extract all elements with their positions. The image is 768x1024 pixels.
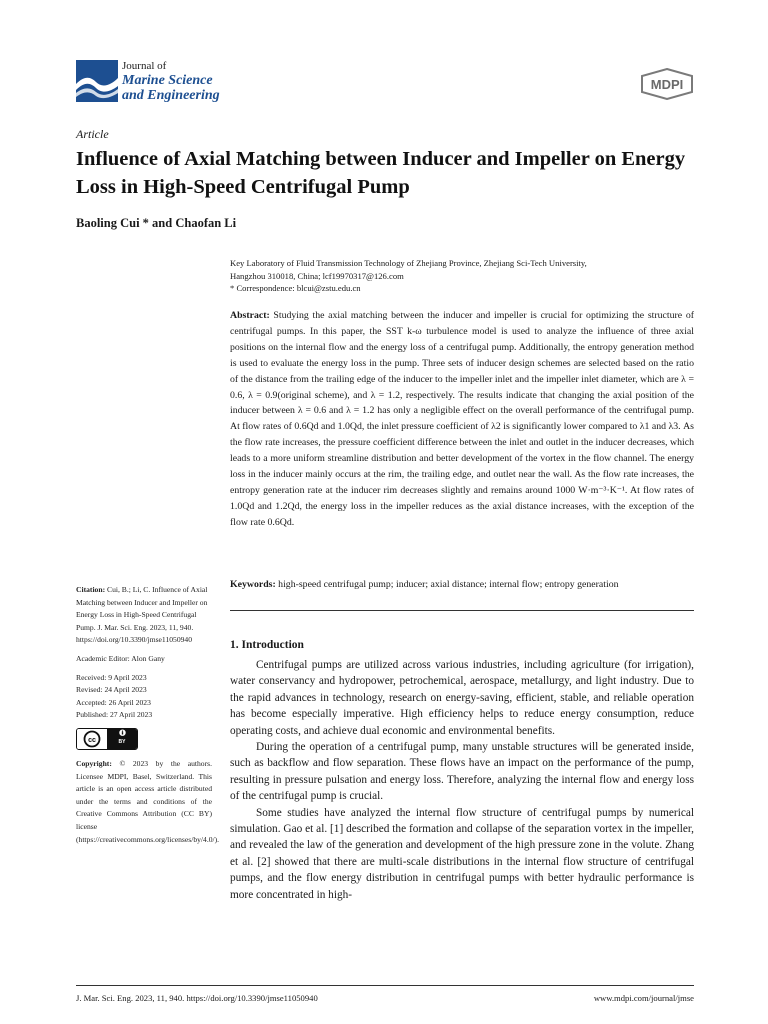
mdpi-logo-icon [640,68,694,100]
abstract-label: Abstract: [230,310,270,321]
affiliation-line: Key Laboratory of Fluid Transmission Technology of Zhejiang Province, Zhejiang Sci-Tech University, [230,258,587,268]
keywords-label: Keywords: [230,579,276,590]
copyright-text: © 2023 by the authors. Licensee MDPI, Basel, Switzerland. This article is an open access article distributed under the terms and conditions of the Creative Commons Attribution (CC BY) license (https://creativecommons.org/licenses/by/4.0/). [76,758,220,844]
divider [230,610,694,611]
mdpi-logo-text: MDPI [650,77,684,92]
affiliation [230,257,700,295]
journal-line1: Marine Science [122,73,213,88]
article-type: Article [76,127,109,141]
section-heading-introduction: 1. Introduction [230,639,304,651]
journal-of: Journal of [122,60,167,72]
journal-line2: and Engineering [122,88,220,103]
citation-text[interactable]: Cui, B.; Li, C. Influence of Axial Matching between Inducer and Impeller on Energy Loss in High-Speed Centrifugal Pump. J. Mar. Sci. Eng. 2023, 11, 940. https://doi.org/10.3390/jmse11050940 [76,585,208,645]
keywords-text: high-speed centrifugal pump; inducer; axial distance; internal flow; entropy generation [278,579,619,590]
abstract [230,308,694,531]
footer-citation[interactable]: J. Mar. Sci. Eng. 2023, 11, 940. https://doi.org/10.3390/jmse11050940 [76,993,318,1003]
journal-logo-icon [76,60,118,102]
paragraph: Centrifugal pumps are utilized across various industries, including agriculture (for irrigation), water conservancy and hydropower, petrochemical, aerospace, metallurgy, and light industry. Due to the rapid advances in technology, research on energy-saving, efficient, stable, and reliable operation has become especially imperative. High efficiency helps to reduce energy consumption, reduce operating costs, and achieve dual economic and environmental benefits. [230,659,694,737]
dates [76,672,212,722]
cc-icon-text: cc [88,736,96,744]
received-date: Received: 9 April 2023 [76,672,147,682]
academic-editor: Academic Editor: Alon Gany [76,653,165,663]
citation [76,584,212,647]
author-list: Baoling Cui * and Chaofan Li [76,216,237,230]
published-date: Published: 27 April 2023 [76,710,153,720]
paragraph: During the operation of a centrifugal pump, many unstable structures will be generated inside, such as backflow and flow separation. These flows have an impact on the performance of the pump, resulting in pressure pulsation and energy loss. Therefore, analyzing the internal flow and energy loss of the centrifugal pump is crucial. [230,741,694,803]
copyright [76,758,220,846]
article-info-sidebar [76,584,220,852]
correspondence: * Correspondence: blcui@zstu.edu.cn [230,283,361,293]
footer-journal-url[interactable]: www.mdpi.com/journal/jmse [593,993,694,1003]
citation-label: Citation: [76,585,106,594]
by-icon [107,729,137,749]
copyright-label: Copyright: [76,758,112,768]
cc-icon [77,729,107,749]
paragraph: Some studies have analyzed the internal flow structure of centrifugal pumps by numerical simulation. Gao et al. [1] described the formation and collapse of the separation vortex in the impeller, and revealed the law of the generation and development of the high pressure zone in the volute. Zhang et al. [2] showed that there are multi-scale distributions in the internal flow structure of centrifugal pumps, and the flow energy distribution in centrifugal pumps with better hydraulic performance is more concentrated in high- [230,806,694,901]
footer-divider [76,985,694,986]
paper-title: Influence of Axial Matching between Inducer and Impeller on Energy Loss in High-Speed Centrifugal Pump [76,148,686,198]
by-label: BY [118,739,126,746]
cc-by-license-badge[interactable] [76,728,138,750]
journal-name [122,60,220,103]
affiliation-line: Hangzhou 310018, China; lcf19970317@126.com [230,270,404,281]
abstract-text: Studying the axial matching between the inducer and impeller is crucial for optimizing the structure of centrifugal pumps. In this paper, the SST k-ω turbulence model is used to analyze the influence of three axial positions on the internal flow and the energy loss of a centrifugal pump. Additionally, the entropy generation method is used to evaluate the energy loss in the pump. Three sets of inducer design schemes are selected based on the ratio of the distance from the trailing edge of the inducer to the impeller inlet and the impeller inlet diameter, which are λ = 0.6, λ = 0.9(original scheme), and λ = 1.2, respectively. The results indicate that changing the axial position of the inducer between λ = 0.6 and λ = 1.2 has only a negligible effect on the overall performance of the centrifugal pump. At flow rates of 0.6Qd and 1.0Qd, the inlet pressure coefficient of λ2 is significantly lower compared to λ1 and λ3. As the flow rate increases, the pressure coefficient difference between the inlet and outlet in the inducer decreases, which leads to a more uniform streamline distribution and better development of the vortex in the flow channel. The energy loss in the inducer mainly occurs at the rim, the trailing edge, and outlet near the wall. As the flow rate increases, the entropy generation rate at the inducer rim decreases slightly and remains around 1000 W·m⁻³·K⁻¹. At flow rates of 1.0Qd and 1.2Qd, the energy loss in the impeller reduces as the axial distance increases, with the exception of the flow rate 0.6Qd. [230,310,694,528]
introduction-body [230,657,694,903]
accepted-date: Accepted: 26 April 2023 [76,697,151,707]
revised-date: Revised: 24 April 2023 [76,685,147,695]
keywords [230,578,700,592]
